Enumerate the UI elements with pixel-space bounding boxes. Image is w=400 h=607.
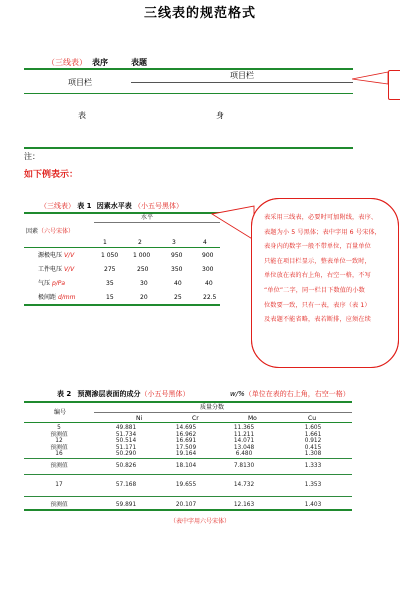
table2-row-id: 预测值: [50, 444, 68, 451]
table2-font-note: （小五号黑体）: [140, 390, 190, 398]
table2-cell: 51.734: [115, 431, 137, 438]
table-row: [24, 474, 352, 496]
table1-cell: 1 050: [101, 252, 119, 259]
table1-row-name: 源极电压: [38, 252, 63, 259]
table1-row-name: 气压: [38, 280, 51, 287]
table1-cell: 15: [106, 294, 114, 301]
table2-col-cr: Cr: [192, 415, 199, 422]
table1-caption: 因素水平表: [96, 202, 132, 210]
table2-cell: 49.881: [115, 425, 137, 431]
table1-cell: 20: [140, 294, 148, 301]
table2-cell: 1.308: [304, 451, 322, 458]
table-row: [24, 432, 352, 439]
table2-cell: 19.164: [175, 451, 197, 458]
table2-cell: 6.480: [235, 451, 253, 458]
table2-cell: 0.912: [304, 438, 322, 445]
example-heading: 如下例表示：: [24, 170, 79, 180]
table2-row-id: 预测值: [24, 458, 94, 474]
template-mid-rule: [24, 93, 353, 94]
table2-cell: 20.107: [175, 502, 197, 509]
table2-number: 表 2: [57, 390, 72, 398]
table2-cell: 50.290: [115, 451, 137, 458]
table2-cell: 1.333: [274, 458, 352, 474]
table2-caption: 预测渗层表面的成分: [77, 390, 141, 398]
table2-cell: 11.211: [233, 431, 255, 438]
table2-cell: 57.168: [94, 474, 158, 496]
table2-cell: 1.661: [304, 431, 322, 438]
table2-cell: 1.353: [274, 474, 352, 496]
template-note: 注：: [24, 152, 40, 161]
callout-line: 表题为小 5 号黑体；表中字用 6 号宋体，: [264, 228, 381, 236]
template-body-label-2: 身: [216, 111, 224, 120]
table1-cell: 300: [202, 266, 214, 273]
side-callout-pointer: [352, 68, 390, 88]
table1-cell: 1 000: [133, 252, 151, 259]
table2-unit: w/%: [230, 390, 245, 398]
table1-factor-label: 因素: [26, 228, 39, 235]
table2-cell: 17.509: [175, 444, 197, 451]
table-row: [24, 438, 352, 445]
callout-line: “单位”二字，同一栏目下数值的小数: [264, 286, 365, 294]
table2-header-subline: [94, 412, 352, 413]
table2-cell: 16.962: [175, 431, 197, 438]
table1-tag: （三线表）: [40, 202, 75, 210]
template-header-cell-1: 项目栏: [68, 78, 92, 87]
table2-cell: 12.163: [233, 502, 255, 509]
table1-row-name: 极间距: [38, 294, 57, 301]
callout-line: 表身内的数字一般不带单位，百量单位: [264, 243, 371, 251]
template-header-subline: [131, 82, 353, 83]
table1-mid-rule: [24, 247, 220, 248]
callout-line: 只能在项目栏显示，整表单位一致时，: [264, 257, 371, 265]
table2-col-mo: Mo: [248, 415, 257, 422]
table2-unit-position-note: （单位在表的右上角，右空一格）: [244, 390, 350, 398]
table1-top-rule: [24, 212, 220, 214]
table1-level-header: 水平: [141, 214, 154, 221]
table2-cell: 51.171: [115, 444, 137, 451]
table1-number: 表 1: [77, 202, 92, 210]
table1-level-3: 3: [172, 239, 176, 246]
table1-row-unit: p/Pa: [51, 280, 66, 287]
table2-cell: 14.695: [175, 425, 197, 431]
table2-cell: 18.104: [158, 458, 214, 474]
table2-cell: 14.071: [233, 438, 255, 445]
table1-row-unit: V/V: [63, 266, 75, 273]
page-title: 三线表的规范格式: [143, 6, 256, 21]
table2-cell: 1.605: [304, 425, 322, 431]
table1-cell: 30: [140, 280, 148, 287]
table2-row-id: 12: [55, 438, 63, 445]
table1-cell: 350: [171, 266, 183, 273]
table1-cell: 40: [205, 280, 213, 287]
table2-body: [24, 425, 352, 514]
table-row: [24, 425, 352, 432]
table1-cell: 40: [174, 280, 182, 287]
table1-cell: 25: [174, 294, 182, 301]
table2-cell: 16.691: [175, 438, 197, 445]
table2-mid-rule: [24, 422, 352, 423]
callout-line: 单位放在表的右上角，右空一格，不写: [264, 272, 371, 280]
table-row: [24, 496, 352, 514]
table1-font-note: （小五号黑体）: [134, 202, 184, 210]
table2-col-group: 质量分数: [200, 404, 225, 411]
table2-row-id: 16: [55, 451, 63, 458]
table1-cell: 950: [171, 252, 183, 259]
table1-bottom-rule: [24, 304, 220, 306]
table2-cell: 0.415: [304, 444, 322, 451]
callout-outline: [251, 198, 399, 368]
callout-line: 及表题不能省略，表若断排，应须在续: [264, 316, 371, 324]
table2-cell: 11.365: [233, 425, 255, 431]
table1-factor-font-note: （六号宋体）: [38, 228, 75, 235]
template-table-title: 表题: [131, 58, 147, 67]
table-row: [24, 445, 352, 452]
table-row: [24, 451, 352, 458]
table1-level-4: 4: [203, 239, 207, 246]
template-tag: （三线表）: [47, 58, 87, 67]
table1-cell: 275: [104, 266, 116, 273]
table1-row-unit: V/V: [63, 252, 75, 259]
template-header-cell-2: 项目栏: [230, 71, 254, 80]
callout-line: 位数要一致，只有一表，表序（表 1）: [264, 301, 371, 309]
template-top-rule: [24, 68, 353, 70]
table2-row-id: 预测值: [50, 502, 68, 509]
table2-cell: 50.514: [115, 438, 137, 445]
table2-cell: 7.8130: [214, 458, 274, 474]
table2-cell: 19.655: [158, 474, 214, 496]
table1-cell: 35: [106, 280, 114, 287]
table2-bottom-rule: [24, 509, 352, 511]
template-body-label-1: 表: [78, 111, 86, 120]
table2-cell: 13.048: [233, 444, 255, 451]
table2-cell: 14.732: [214, 474, 274, 496]
table2-footer-note: （表中字用六号宋体）: [169, 518, 230, 525]
table2-cell: 50.826: [94, 458, 158, 474]
template-table-number: 表序: [92, 58, 108, 67]
callout-line: 表采用三线表，必要时可加附线，表序、: [264, 214, 378, 221]
table1-row-name: 工件电压: [38, 266, 63, 273]
table2-cell: 59.891: [115, 502, 137, 509]
table1-cell: 22.5: [203, 294, 217, 301]
template-bottom-rule: [24, 147, 353, 149]
table2-row-id: 5: [57, 425, 61, 431]
table-row: [24, 458, 352, 474]
table1-level-1: 1: [103, 239, 107, 246]
table2-top-rule: [24, 401, 352, 403]
table2-cell: 1.403: [304, 502, 322, 509]
table2-row-id: 预测值: [50, 431, 68, 438]
table2-col-cu: Cu: [308, 415, 316, 422]
table2-col-ni: Ni: [136, 415, 143, 422]
table2-row-id: 17: [24, 474, 94, 496]
table1-row-unit: d/mm: [57, 294, 76, 301]
table1-header-subline: [94, 222, 220, 223]
table1-cell: 900: [202, 252, 214, 259]
table2-id-header: 编号: [54, 409, 67, 416]
table1-cell: 250: [137, 266, 149, 273]
table1-level-2: 2: [138, 239, 142, 246]
